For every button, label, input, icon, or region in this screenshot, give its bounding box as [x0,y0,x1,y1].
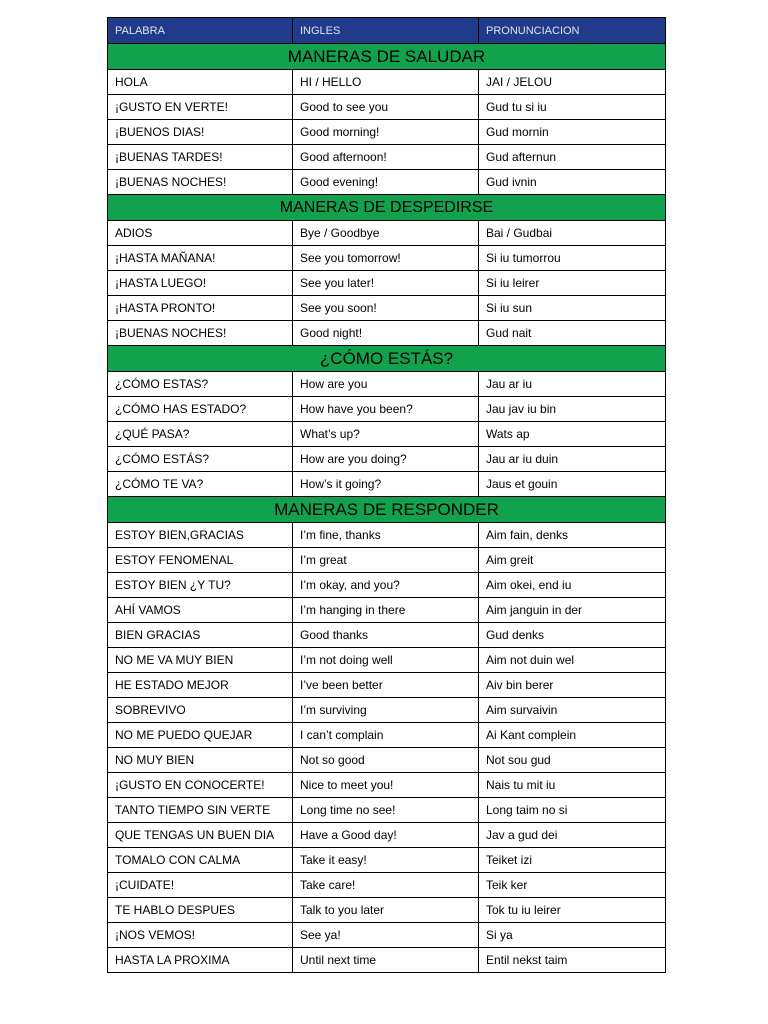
pronunciacion-cell: Not sou gud [479,748,666,773]
vocabulary-table [107,17,666,973]
ingles-cell: I’m not doing well [293,648,479,673]
pronunciacion-cell: Aim fain, denks [479,523,666,548]
table-row [108,598,666,623]
header-pronunciacion: PRONUNCIACION [479,18,666,44]
pronunciacion-cell: Jaus et gouin [479,472,666,497]
pronunciacion-cell: Gud tu si iu [479,95,666,120]
table-row [108,170,666,195]
pronunciacion-cell: Si ya [479,923,666,948]
pronunciacion-cell: Long taim no si [479,798,666,823]
palabra-cell: SOBREVIVO [108,698,293,723]
palabra-cell: ADIOS [108,221,293,246]
palabra-cell: ¿QUÉ PASA? [108,422,293,447]
ingles-cell: I’ve been better [293,673,479,698]
ingles-cell: HI / HELLO [293,70,479,95]
palabra-cell: ¡GUSTO EN CONOCERTE! [108,773,293,798]
section-title: ¿CÓMO ESTÁS? [108,346,666,372]
palabra-cell: NO ME PUEDO QUEJAR [108,723,293,748]
section-title: MANERAS DE SALUDAR [108,44,666,70]
ingles-cell: Good thanks [293,623,479,648]
ingles-cell: See you soon! [293,296,479,321]
pronunciacion-cell: Teiket izi [479,848,666,873]
palabra-cell: ¡BUENAS NOCHES! [108,170,293,195]
pronunciacion-cell: Gud ivnin [479,170,666,195]
palabra-cell: ¿CÓMO ESTÁS? [108,447,293,472]
ingles-cell: How’s it going? [293,472,479,497]
table-row [108,623,666,648]
pronunciacion-cell: Ai Kant complein [479,723,666,748]
ingles-cell: I’m great [293,548,479,573]
palabra-cell: HE ESTADO MEJOR [108,673,293,698]
table-row [108,246,666,271]
ingles-cell: Talk to you later [293,898,479,923]
table-row [108,798,666,823]
ingles-cell: I’m hanging in there [293,598,479,623]
palabra-cell: ¡BUENAS NOCHES! [108,321,293,346]
pronunciacion-cell: Si iu sun [479,296,666,321]
ingles-cell: How are you [293,372,479,397]
table-row [108,673,666,698]
table-row [108,70,666,95]
pronunciacion-cell: Tok tu iu leirer [479,898,666,923]
table-row [108,422,666,447]
table-row [108,873,666,898]
section-header-row [108,44,666,70]
ingles-cell: How have you been? [293,397,479,422]
table-row [108,548,666,573]
ingles-cell: Take care! [293,873,479,898]
ingles-cell: Good afternoon! [293,145,479,170]
ingles-cell: See you later! [293,271,479,296]
palabra-cell: NO MUY BIEN [108,748,293,773]
pronunciacion-cell: Gud afternun [479,145,666,170]
pronunciacion-cell: Jau ar iu [479,372,666,397]
pronunciacion-cell: JAI / JELOU [479,70,666,95]
section-title: MANERAS DE DESPEDIRSE [108,195,666,221]
palabra-cell: ¡HASTA PRONTO! [108,296,293,321]
palabra-cell: BIEN GRACIAS [108,623,293,648]
table-row [108,923,666,948]
pronunciacion-cell: Gud denks [479,623,666,648]
palabra-cell: AHÍ VAMOS [108,598,293,623]
table-row [108,948,666,973]
palabra-cell: ¿CÓMO HAS ESTADO? [108,397,293,422]
table-row [108,372,666,397]
pronunciacion-cell: Jau ar iu duin [479,447,666,472]
table-row [108,120,666,145]
ingles-cell: Have a Good day! [293,823,479,848]
table-row [108,472,666,497]
table-row [108,271,666,296]
ingles-cell: See ya! [293,923,479,948]
table-row [108,723,666,748]
table-row [108,748,666,773]
table-row [108,773,666,798]
pronunciacion-cell: Aim greit [479,548,666,573]
palabra-cell: ¡BUENAS TARDES! [108,145,293,170]
pronunciacion-cell: Gud mornin [479,120,666,145]
ingles-cell: Long time no see! [293,798,479,823]
pronunciacion-cell: Entil nekst taim [479,948,666,973]
ingles-cell: Take it easy! [293,848,479,873]
header-palabra: PALABRA [108,18,293,44]
pronunciacion-cell: Aim not duin wel [479,648,666,673]
ingles-cell: Bye / Goodbye [293,221,479,246]
table-row [108,95,666,120]
table-row [108,573,666,598]
palabra-cell: ¡BUENOS DIAS! [108,120,293,145]
section-header-row [108,195,666,221]
table-row [108,221,666,246]
pronunciacion-cell: Nais tu mit iu [479,773,666,798]
ingles-cell: Good morning! [293,120,479,145]
pronunciacion-cell: Si iu tumorrou [479,246,666,271]
pronunciacion-cell: Aim janguin in der [479,598,666,623]
table-row [108,397,666,422]
palabra-cell: ESTOY BIEN,GRACIAS [108,523,293,548]
palabra-cell: ¿CÓMO TE VA? [108,472,293,497]
section-title: MANERAS DE RESPONDER [108,497,666,523]
palabra-cell: ¡NOS VEMOS! [108,923,293,948]
table-row [108,321,666,346]
palabra-cell: ¿CÓMO ESTAS? [108,372,293,397]
ingles-cell: Good night! [293,321,479,346]
pronunciacion-cell: Si iu leirer [479,271,666,296]
table-row [108,145,666,170]
table-row [108,523,666,548]
ingles-cell: Until next time [293,948,479,973]
header-ingles: INGLES [293,18,479,44]
palabra-cell: HASTA LA PROXIMA [108,948,293,973]
header-row [108,18,666,44]
pronunciacion-cell: Jav a gud dei [479,823,666,848]
ingles-cell: Not so good [293,748,479,773]
palabra-cell: ¡HASTA MAÑANA! [108,246,293,271]
palabra-cell: QUE TENGAS UN BUEN DIA [108,823,293,848]
ingles-cell: How are you doing? [293,447,479,472]
palabra-cell: TOMALO CON CALMA [108,848,293,873]
pronunciacion-cell: Aiv bin berer [479,673,666,698]
ingles-cell: I can’t complain [293,723,479,748]
pronunciacion-cell: Aim okei, end iu [479,573,666,598]
ingles-cell: What’s up? [293,422,479,447]
palabra-cell: HOLA [108,70,293,95]
pronunciacion-cell: Teik ker [479,873,666,898]
table-row [108,898,666,923]
table-row [108,447,666,472]
table-row [108,648,666,673]
ingles-cell: See you tomorrow! [293,246,479,271]
palabra-cell: TANTO TIEMPO SIN VERTE [108,798,293,823]
section-header-row [108,346,666,372]
pronunciacion-cell: Bai / Gudbai [479,221,666,246]
palabra-cell: TE HABLO DESPUES [108,898,293,923]
table-row [108,296,666,321]
palabra-cell: ¡GUSTO EN VERTE! [108,95,293,120]
ingles-cell: I’m okay, and you? [293,573,479,598]
table-row [108,698,666,723]
pronunciacion-cell: Wats ap [479,422,666,447]
palabra-cell: ESTOY BIEN ¿Y TU? [108,573,293,598]
ingles-cell: I’m fine, thanks [293,523,479,548]
pronunciacion-cell: Aim survaivin [479,698,666,723]
table-row [108,823,666,848]
ingles-cell: Nice to meet you! [293,773,479,798]
ingles-cell: Good to see you [293,95,479,120]
ingles-cell: Good evening! [293,170,479,195]
ingles-cell: I’m surviving [293,698,479,723]
table-row [108,848,666,873]
palabra-cell: ESTOY FENOMENAL [108,548,293,573]
palabra-cell: NO ME VA MUY BIEN [108,648,293,673]
section-header-row [108,497,666,523]
palabra-cell: ¡HASTA LUEGO! [108,271,293,296]
palabra-cell: ¡CUIDATE! [108,873,293,898]
pronunciacion-cell: Gud nait [479,321,666,346]
pronunciacion-cell: Jau jav iu bin [479,397,666,422]
